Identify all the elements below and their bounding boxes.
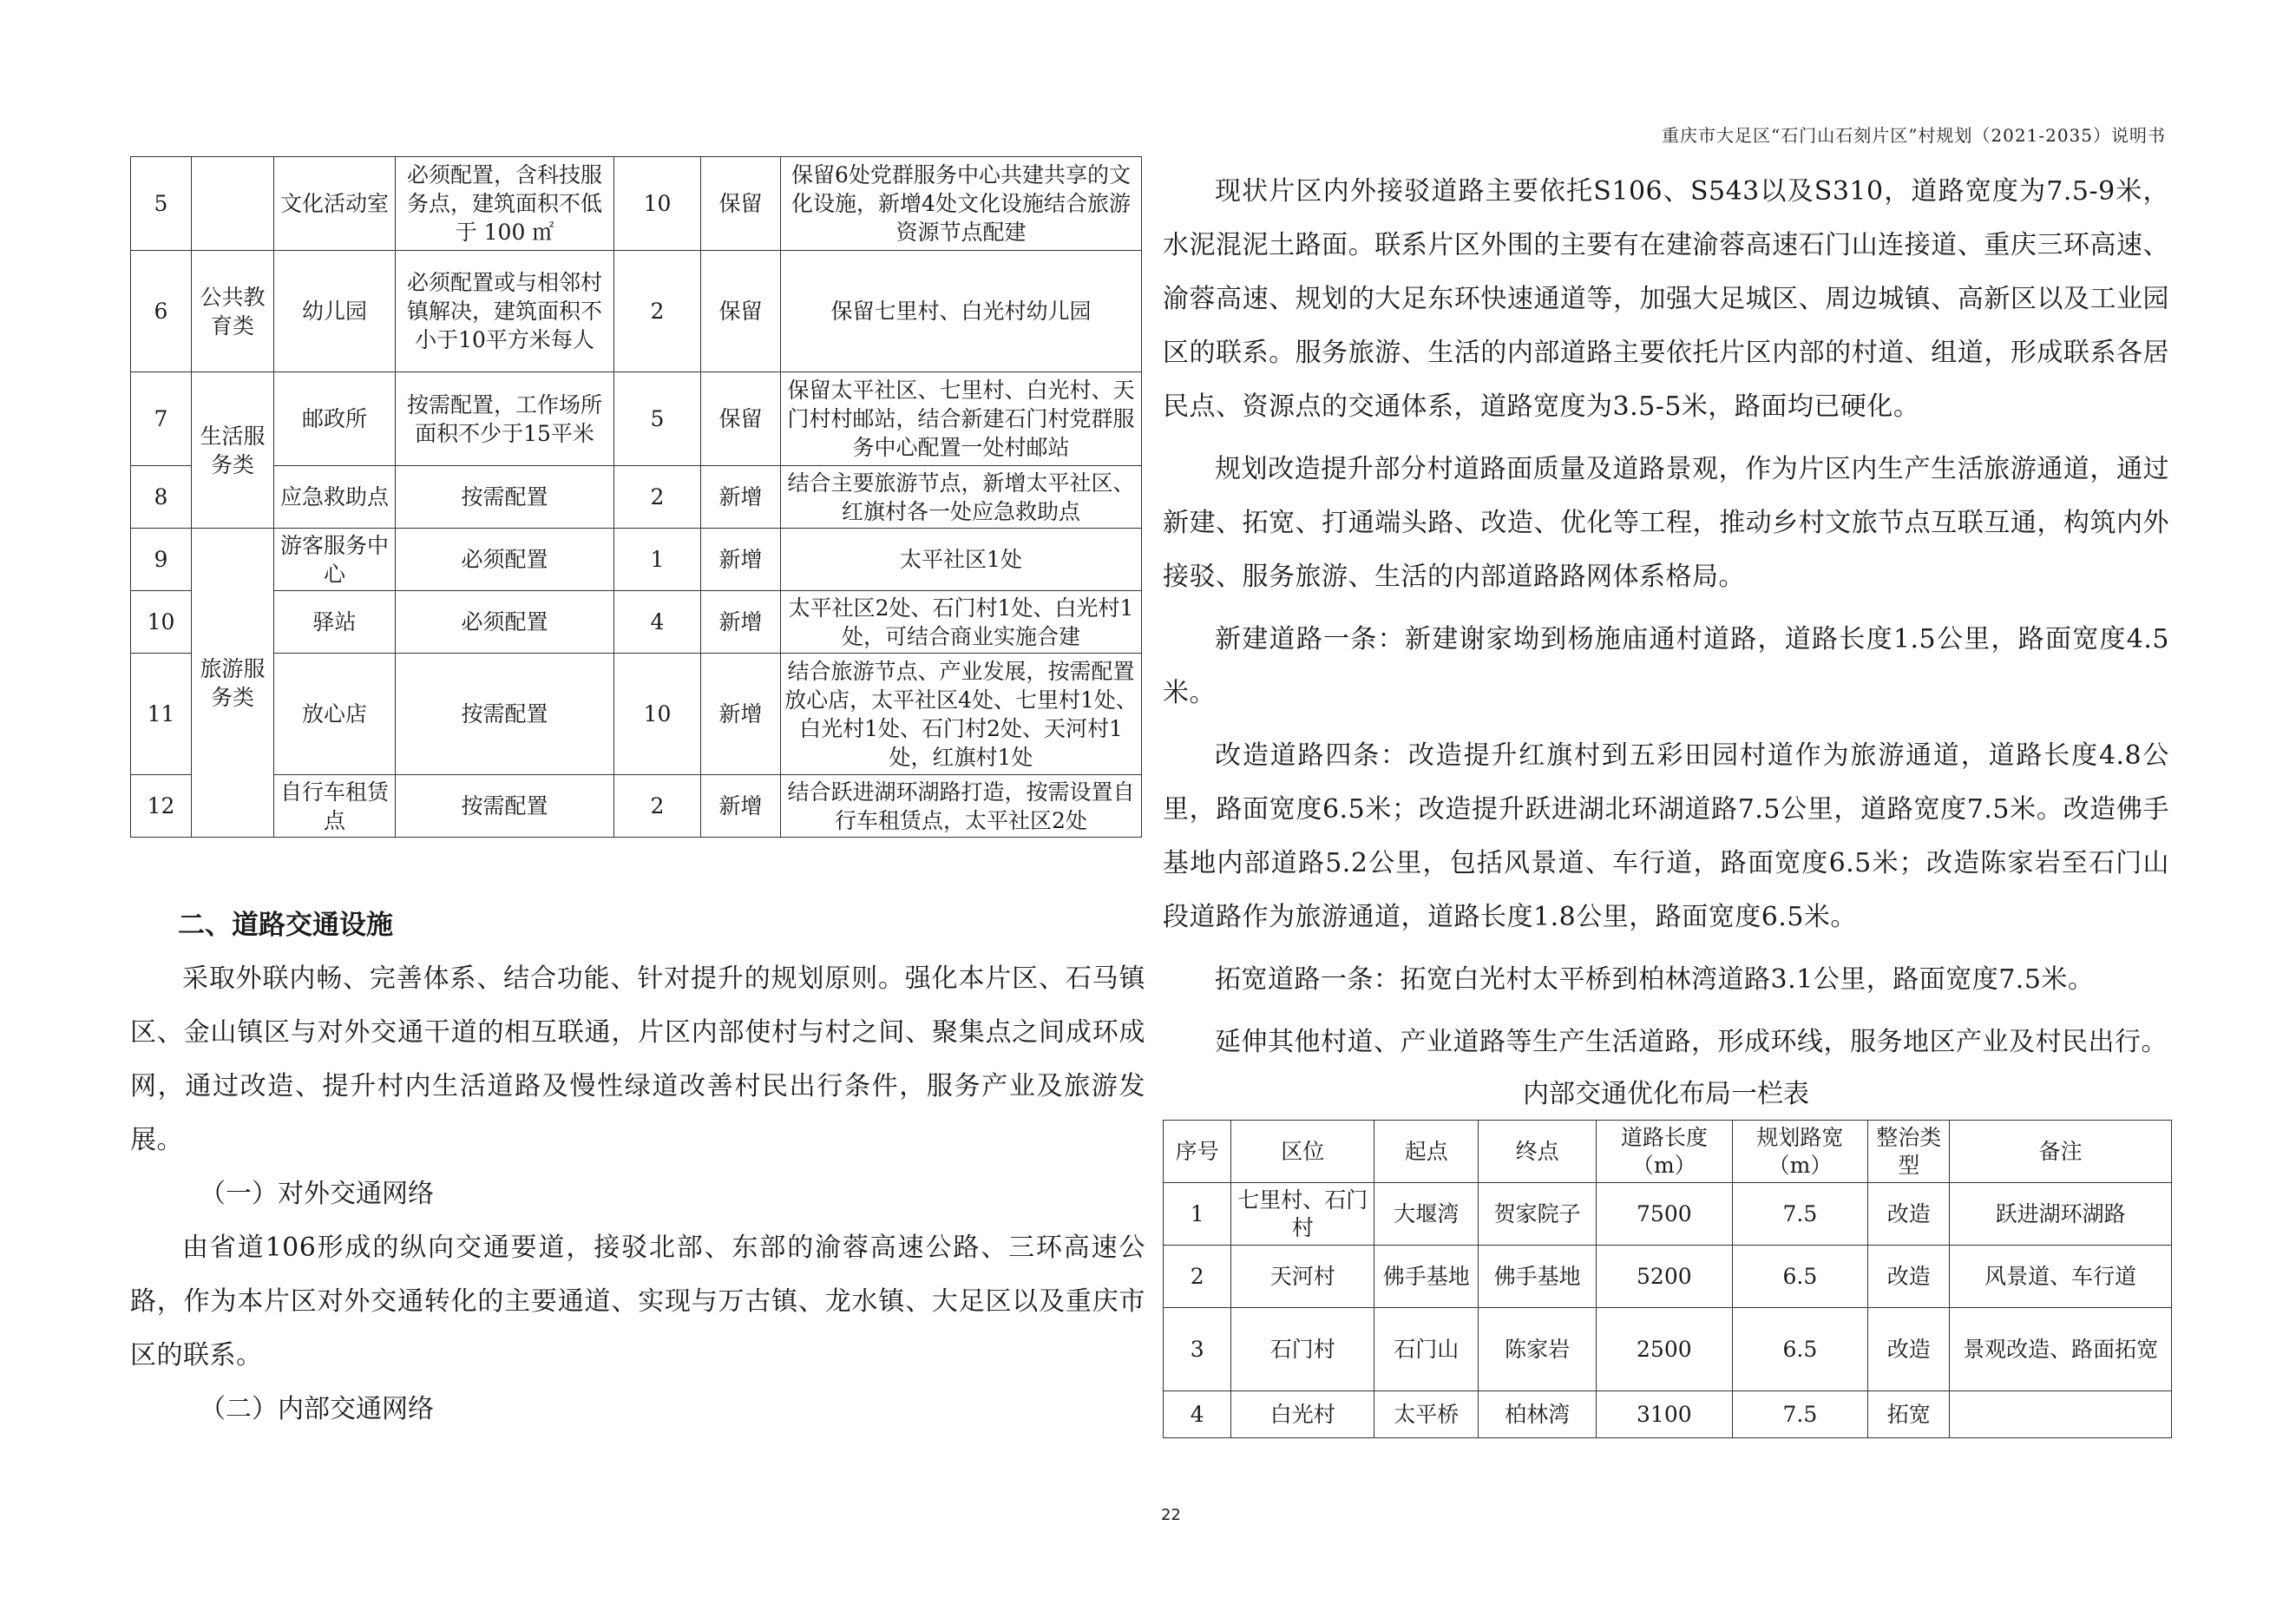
cell-status: 保留 [701,372,781,466]
cell-no: 12 [131,775,192,838]
header-cell: 整治类型 [1868,1121,1950,1183]
cell-no: 5 [131,157,192,251]
cell: 拓宽 [1868,1391,1950,1438]
cell-quantity: 4 [614,591,701,654]
left-text-block [130,898,1145,1437]
header-cell: 道路长度（m） [1597,1121,1733,1183]
cell-no: 10 [131,591,192,654]
cell: 景观改造、路面拓宽 [1950,1308,2172,1391]
cell: 大堰湾 [1374,1183,1479,1246]
table-row [1164,1391,2172,1438]
cell-name: 邮政所 [274,372,396,466]
section-heading: 二、道路交通设施 [178,910,393,941]
cell [1950,1391,2172,1438]
cell: 佛手基地 [1374,1246,1479,1308]
subheading: （一）对外交通网络 [200,1179,434,1209]
cell-note: 太平社区2处、石门村1处、白光村1处，可结合商业实施合建 [781,591,1142,654]
cell-quantity: 5 [614,372,701,466]
header-cell: 备注 [1950,1121,2172,1183]
table-row [1164,1183,2172,1246]
cell-requirement: 按需配置 [396,654,614,775]
table-row [131,654,1142,775]
paragraph: 现状片区内外接驳道路主要依托S106、S543以及S310，道路宽度为7.5-9米，水泥混泥土路面。联系片区外围的主要有在建渝蓉高速石门山连接道、重庆三环高速、渝蓉高速、规划的大足东环快速通道等，加强大足城区、周边城镇、高新区以及工业园区的联系。服务旅游、生活的内部道路主要依托片区内部的村道、组道，形成联系各居民点、资源点的交通体系，道路宽度为3.5-5米，路面均已硬化。 [1163,176,2169,422]
cell: 石门山 [1374,1308,1479,1391]
cell-quantity: 2 [614,466,701,529]
cell: 陈家岩 [1479,1308,1597,1391]
subheading: （二）内部交通网络 [200,1394,434,1424]
cell-requirement: 必须配置 [396,529,614,591]
cell-quantity: 2 [614,775,701,838]
cell-note: 太平社区1处 [781,529,1142,591]
cell-requirement: 按需配置 [396,466,614,529]
cell-name: 游客服务中心 [274,529,396,591]
cell-no: 11 [131,654,192,775]
cell-name: 放心店 [274,654,396,775]
cell-category: 公共教育类 [192,251,274,372]
cell-quantity: 2 [614,251,701,372]
road-table [1163,1120,2172,1438]
cell-note: 保留太平社区、七里村、白光村、天门村村邮站，结合新建石门村党群服务中心配置一处村邮站 [781,372,1142,466]
cell-requirement: 必须配置或与相邻村镇解决，建筑面积不小于10平方米每人 [396,251,614,372]
cell-quantity: 10 [614,157,701,251]
cell-status: 新增 [701,591,781,654]
facility-table [130,156,1142,838]
cell-category [192,157,274,251]
cell: 7500 [1597,1183,1733,1246]
cell: 4 [1164,1391,1231,1438]
cell-note: 保留6处党群服务中心共建共享的文化设施，新增4处文化设施结合旅游资源节点配建 [781,157,1142,251]
paragraph: 新建道路一条：新建谢家坳到杨施庙通村道路，道路长度1.5公里，路面宽度4.5米。 [1163,624,2169,708]
cell: 石门村 [1231,1308,1374,1391]
paragraph: 由省道106形成的纵向交通要道，接驳北部、东部的渝蓉高速公路、三环高速公路，作为本片区对外交通转化的主要通道、实现与万古镇、龙水镇、大足区以及重庆市区的联系。 [130,1233,1145,1371]
cell-note: 保留七里村、白光村幼儿园 [781,251,1142,372]
cell: 改造 [1868,1183,1950,1246]
cell: 7.5 [1732,1391,1868,1438]
cell: 贺家院子 [1479,1183,1597,1246]
header-cell: 区位 [1231,1121,1374,1183]
table-row [131,251,1142,372]
cell-status: 新增 [701,654,781,775]
cell: 3100 [1597,1391,1733,1438]
cell-name: 应急救助点 [274,466,396,529]
paragraph: 改造道路四条：改造提升红旗村到五彩田园村道作为旅游通道，道路长度4.8公里，路面宽度6.5米；改造提升跃进湖北环湖道路7.5公里，道路宽度7.5米。改造佛手基地内部道路5.2公里，包括风景道、车行道，路面宽度6.5米；改造陈家岩至石门山段道路作为旅游通道，道路长度1.8公里，路面宽度6.5米。 [1163,740,2169,932]
table-row [1164,1308,2172,1391]
table-row [131,775,1142,838]
cell: 白光村 [1231,1391,1374,1438]
cell: 佛手基地 [1479,1246,1597,1308]
cell-requirement: 必须配置，含科技服务点，建筑面积不低于 100 ㎡ [396,157,614,251]
paragraph: 规划改造提升部分村道路面质量及道路景观，作为片区内生产生活旅游通道，通过新建、拓宽、打通端头路、改造、优化等工程，推动乡村文旅节点互联互通，构筑内外接驳、服务旅游、生活的内部道路路网体系格局。 [1163,454,2169,592]
table-row [1164,1246,2172,1308]
cell: 太平桥 [1374,1391,1479,1438]
cell-quantity: 1 [614,529,701,591]
cell-requirement: 必须配置 [396,591,614,654]
table-title: 内部交通优化布局一栏表 [1523,1079,1809,1109]
table-row [131,529,1142,591]
cell-requirement: 按需配置，工作场所面积不少于15平米 [396,372,614,466]
header-cell: 终点 [1479,1121,1597,1183]
header-cell: 规划路宽（m） [1732,1121,1868,1183]
cell-no: 6 [131,251,192,372]
cell: 柏林湾 [1479,1391,1597,1438]
cell: 跃进湖环湖路 [1950,1183,2172,1246]
paragraph: 采取外联内畅、完善体系、结合功能、针对提升的规划原则。强化本片区、石马镇区、金山镇区与对外交通干道的相互联通，片区内部使村与村之间、聚集点之间成环成网，通过改造、提升村内生活道路及慢性绿道改善村民出行条件，服务产业及旅游发展。 [130,963,1145,1155]
cell: 改造 [1868,1308,1950,1391]
cell-requirement: 按需配置 [396,775,614,838]
cell-status: 新增 [701,466,781,529]
paragraph: 延伸其他村道、产业道路等生产生活道路，形成环线，服务地区产业及村民出行。 [1215,1027,2168,1057]
cell-no: 7 [131,372,192,466]
cell: 2 [1164,1246,1231,1308]
cell-no: 8 [131,466,192,529]
header-cell: 序号 [1164,1121,1231,1183]
cell-note: 结合跃进湖环湖路打造，按需设置自行车租赁点，太平社区2处 [781,775,1142,838]
cell-no: 9 [131,529,192,591]
cell: 5200 [1597,1246,1733,1308]
cell-name: 自行车租赁点 [274,775,396,838]
table-row [131,466,1142,529]
cell-name: 驿站 [274,591,396,654]
cell-status: 保留 [701,251,781,372]
cell: 3 [1164,1308,1231,1391]
cell: 改造 [1868,1246,1950,1308]
page-number: 22 [1161,1506,1181,1524]
cell-note: 结合主要旅游节点，新增太平社区、红旗村各一处应急救助点 [781,466,1142,529]
table-header-row [1164,1121,2172,1183]
cell-status: 新增 [701,529,781,591]
document-header: 重庆市大足区“石门山石刻片区”村规划（2021-2035）说明书 [1661,125,2166,146]
cell: 七里村、石门村 [1231,1183,1374,1246]
table-row [131,157,1142,251]
cell-category: 生活服务类 [192,372,274,529]
table-row [131,372,1142,466]
cell-note: 结合旅游节点、产业发展，按需配置放心店，太平社区4处、七里村1处、白光村1处、石门村2处、天河村1处，红旗村1处 [781,654,1142,775]
cell-name: 文化活动室 [274,157,396,251]
cell-status: 新增 [701,775,781,838]
cell: 2500 [1597,1308,1733,1391]
table-row [131,591,1142,654]
right-text-block [1163,165,2169,1438]
cell: 天河村 [1231,1246,1374,1308]
cell: 6.5 [1732,1246,1868,1308]
cell-category: 旅游服务类 [192,529,274,838]
cell: 1 [1164,1183,1231,1246]
cell-quantity: 10 [614,654,701,775]
cell-name: 幼儿园 [274,251,396,372]
cell: 7.5 [1732,1183,1868,1246]
header-cell: 起点 [1374,1121,1479,1183]
cell: 风景道、车行道 [1950,1246,2172,1308]
paragraph: 拓宽道路一条：拓宽白光村太平桥到柏林湾道路3.1公里，路面宽度7.5米。 [1215,964,2095,995]
cell-status: 保留 [701,157,781,251]
cell: 6.5 [1732,1308,1868,1391]
